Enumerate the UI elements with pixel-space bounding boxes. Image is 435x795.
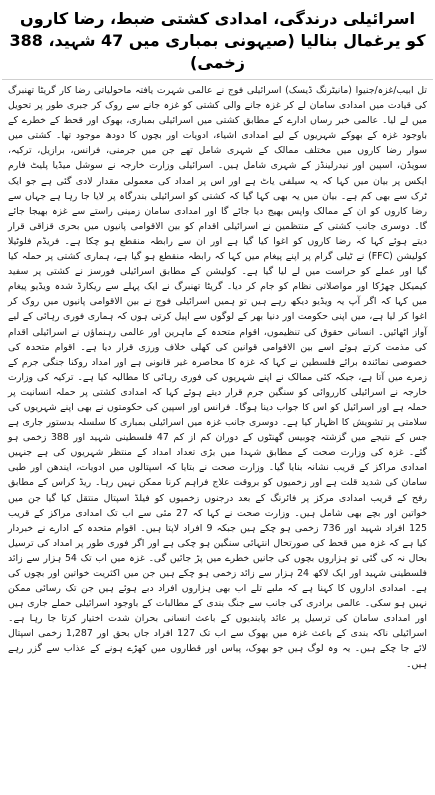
article-body	[2, 80, 433, 672]
headline: اسرائیلی درندگی، امدادی کشتی ضبط، رضا کاروں کو یرغمال بنالیا (صیہونی بمباری میں 47 شہید، 388 زخمی)	[2, 2, 433, 80]
article-paragraph: تل ابیب/غزہ/جنیوا (مانیٹرنگ ڈیسک) اسرائیلی فوج نے عالمی شہرت یافتہ ماحولیاتی رضا کار گریٹا تھنبرگ کی قیادت میں امدادی سامان لے کر غزہ جانے والی کشتی کو غزہ جانے سے روک کر جبری طور پر تحویل میں لے لیا۔ عالمی خبر رساں ادارے کے مطابق کشتی میں اسرائیلی بمباری، بھوک اور قحط کے خطرے کے باوجود غزہ کے بھوکے شہریوں کے لیے امدادی اشیاء، ادویات اور بچوں کا دودھ موجود تھا۔ کشتی میں سوار رضا کاروں میں مختلف ممالک کے شہری شامل تھے جن میں جرمنی، فرانس، برازیل، ترکیہ، سویڈن، اسپین اور نیدرلینڈز کے شہری شامل ہیں۔ اسرائیلی وزارت خارجہ نے سوشل میڈیا پلیٹ فارم ایکس پر بیان میں کہا کہ یہ سیلفی یاٹ ہے اور اس پر امداد کی معمولی مقدار لادی گئی ہے جو ایک ٹرک سے بھی کم ہے۔ بیان میں یہ بھی کہا گیا کہ کشتی کو اسرائیلی بندرگاہ پر لایا جا رہا ہے جہاں سے رضا کاروں کو ان کے ممالک واپس بھیج دیا جائے گا اور امدادی سامان زمینی راستے سے غزہ بھیجا جائے گا۔ دوسری جانب کشتی کے منتظمین نے اسرائیلی اقدام کو بین الاقوامی پانیوں میں بحری قزاقی قرار دیتے ہوئے کہا کہ رضا کاروں کو اغوا کیا گیا ہے اور ان سے رابطہ منقطع ہو چکا ہے۔ فریڈم فلوٹیلا کولیشن (FFC) نے ٹیلی گرام پر اپنے پیغام میں کہا کہ رابطہ منقطع ہو گیا ہے، ہماری کشتی پر حملہ کیا گیا اور عملے کو حراست میں لے لیا گیا ہے۔ کولیشن کے مطابق اسرائیلی فورسز نے کشتی پر سفید کیمیکل چھڑکا اور مواصلاتی نظام کو جام کر دیا۔ گریٹا تھنبرگ نے ایک پہلے سے ریکارڈ شدہ ویڈیو پیغام میں کہا کہ اگر آپ یہ ویڈیو دیکھ رہے ہیں تو ہمیں اسرائیلی فوج نے بین الاقوامی پانیوں میں روک کر اغوا کر لیا ہے، میں اپنی حکومت اور دنیا بھر کے لوگوں سے اپیل کرتی ہوں کہ ہماری فوری رہائی کے لیے آواز اٹھائیں۔ انسانی حقوق کی تنظیموں، اقوام متحدہ کے ماہرین اور عالمی رہنماؤں نے اسرائیلی اقدام کی مذمت کرتے ہوئے اسے بین الاقوامی قوانین کی کھلی خلاف ورزی قرار دیا ہے۔ اقوام متحدہ کی خصوصی نمائندہ برائے فلسطین نے کہا کہ غزہ کا محاصرہ غیر قانونی ہے اور امداد روکنا جنگی جرم کے زمرے میں آتا ہے، جبکہ کئی ممالک نے اپنے شہریوں کی فوری رہائی کا مطالبہ کیا ہے۔ ترکیہ کی وزارت خارجہ نے اسرائیلی کارروائی کو سنگین جرم قرار دیتے ہوئے کہا کہ امدادی کشتی پر حملہ انسانیت پر حملہ ہے اور اسرائیل کو اس کا جواب دینا ہوگا۔ فرانس اور اسپین کی حکومتوں نے بھی اپنے شہریوں کی سلامتی پر تشویش کا اظہار کیا ہے۔ دوسری جانب غزہ میں اسرائیلی بمباری کا سلسلہ بدستور جاری ہے جس کے نتیجے میں گزشتہ چوبیس گھنٹوں کے دوران کم از کم 47 فلسطینی شہید اور 388 زخمی ہو گئے۔ غزہ کی وزارت صحت کے مطابق شہدا میں بڑی تعداد امداد کے منتظر شہریوں کی ہے جنہیں امدادی مراکز کے قریب نشانہ بنایا گیا۔ وزارت صحت نے بتایا کہ اسپتالوں میں ادویات، ایندھن اور طبی سامان کی شدید قلت ہے اور زخمیوں کو بروقت علاج فراہم کرنا ممکن نہیں رہا۔ ریڈ کراس کے مطابق رفح کے قریب امدادی مرکز پر فائرنگ کے بعد درجنوں زخمیوں کو فیلڈ اسپتال منتقل کیا گیا جن میں خواتین اور بچے بھی شامل ہیں۔ وزارت صحت نے کہا کہ 27 مئی سے اب تک امدادی مراکز کے قریب 125 افراد شہید اور 736 زخمی ہو چکے ہیں جبکہ 9 افراد لاپتا ہیں۔ اقوام متحدہ کے ادارے نے خبردار کیا ہے کہ غزہ میں قحط کی صورتحال انتہائی سنگین ہو چکی ہے اور اگر فوری طور پر امداد کی ترسیل بحال نہ کی گئی تو ہزاروں بچوں کی جانیں خطرے میں پڑ جائیں گی۔ غزہ میں اب تک 54 ہزار سے زائد فلسطینی شہید اور ایک لاکھ 24 ہزار سے زائد زخمی ہو چکے ہیں جن میں اکثریت خواتین اور بچوں کی ہے۔ امدادی اداروں کا کہنا ہے کہ ملبے تلے اب بھی ہزاروں افراد دبے ہوئے ہیں جن تک رسائی ممکن نہیں ہو سکی۔ عالمی برادری کی جانب سے جنگ بندی کے مطالبات کے باوجود اسرائیلی حملے جاری ہیں اور امدادی سامان کی ترسیل پر عائد پابندیوں کے باعث انسانی بحران شدت اختیار کرتا جا رہا ہے۔ اسرائیلی ناکہ بندی کے باعث غزہ میں بھوک سے اب تک 127 افراد جاں بحق اور 1,287 زخمی اسپتال لائے جا چکے ہیں۔ یہ وہ لوگ ہیں جو بھوک، پیاس اور قطاروں میں کھڑے ہونے کے عذاب سے گزر رہے ہیں۔	[8, 85, 427, 670]
news-article	[2, 2, 433, 791]
